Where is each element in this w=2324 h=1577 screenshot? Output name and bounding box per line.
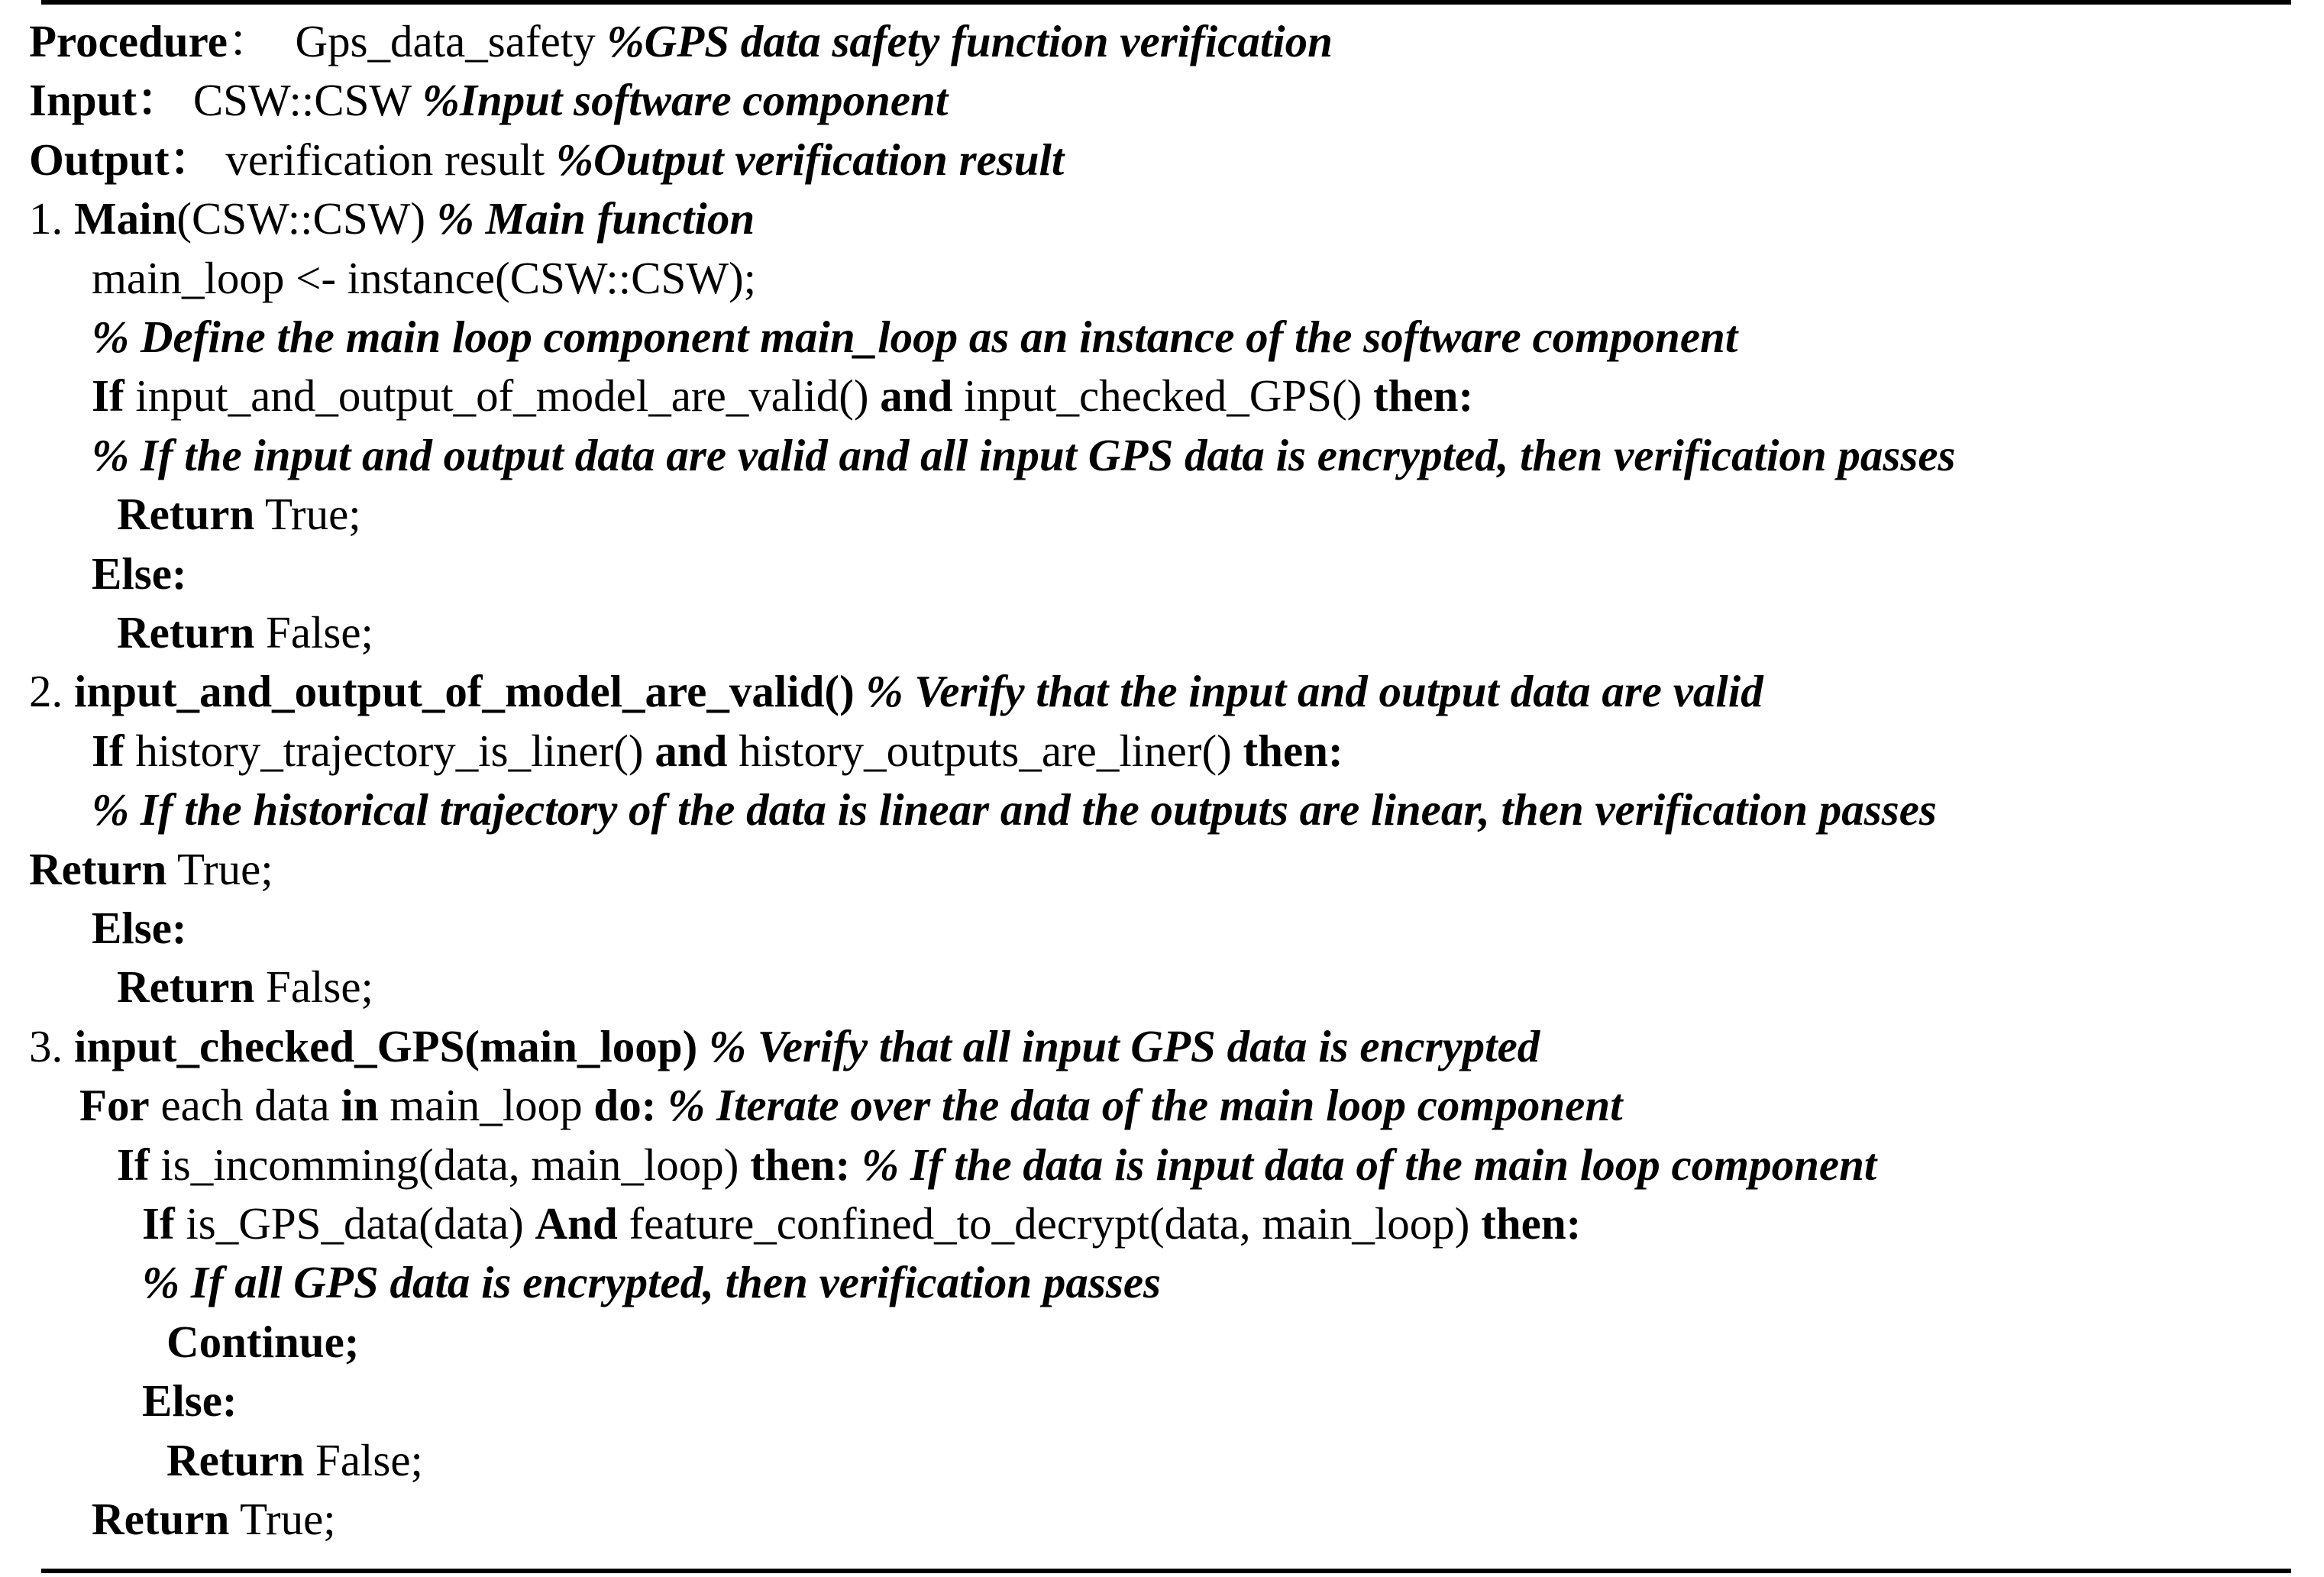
code-text: verification result: [214, 134, 556, 185]
keyword-text: and: [655, 725, 728, 776]
keyword-text: then:: [1481, 1198, 1582, 1249]
algorithm-line: [92, 545, 187, 603]
algorithm-line: [166, 1313, 359, 1372]
code-text: [850, 1139, 861, 1190]
algorithm-line: [29, 71, 948, 130]
comment-text: % Verify that all input GPS data is encrypted: [709, 1021, 1540, 1071]
code-text: main_loop <- instance(CSW::CSW);: [92, 253, 757, 303]
keyword-text: then:: [1243, 725, 1343, 776]
bottom-rule: [41, 1569, 2291, 1573]
code-text: 3.: [29, 1021, 74, 1071]
comment-text: %GPS data safety function verification: [606, 16, 1333, 66]
comment-text: % If all GPS data is encrypted, then verification passes: [142, 1257, 1161, 1307]
code-text: 1.: [29, 193, 74, 244]
keyword-text: in: [341, 1080, 379, 1130]
comment-text: % If the historical trajectory of the data is linear and the outputs are linear, then verification passes: [92, 784, 1937, 835]
keyword-text: If: [92, 370, 124, 421]
keyword-text: input_checked_GPS(main_loop): [74, 1021, 698, 1071]
code-text: input_and_output_of_model_are_valid(): [124, 370, 881, 421]
keyword-text: Else:: [92, 548, 187, 599]
code-text: False;: [254, 961, 373, 1012]
comment-text: % If the input and output data are valid and all input GPS data is encrypted, then verification passes: [92, 430, 1956, 480]
code-text: ： Gps_data_safety: [227, 16, 607, 66]
keyword-text: Return: [117, 607, 255, 658]
code-text: [697, 1021, 709, 1071]
algorithm-line: [92, 899, 187, 958]
algorithm-line: [79, 1076, 1623, 1135]
code-text: history_trajectory_is_liner(): [124, 725, 655, 776]
algorithm-line: [142, 1372, 238, 1430]
keyword-text: do:: [593, 1080, 657, 1130]
algorithm-line: [166, 1431, 423, 1490]
algorithm-line: [29, 1017, 1540, 1076]
comment-text: % Main function: [436, 193, 755, 244]
comment-text: %Input software component: [422, 75, 949, 125]
algorithm-line: [142, 1253, 1161, 1312]
keyword-text: then:: [1372, 370, 1474, 421]
algorithm-line: [92, 367, 1473, 425]
code-text: feature_confined_to_decrypt(data, main_loop): [617, 1198, 1482, 1249]
code-text: (CSW::CSW): [176, 193, 437, 244]
keyword-text: Return: [29, 844, 167, 894]
algorithm-line: [92, 308, 1737, 367]
keyword-text: Return: [166, 1435, 305, 1485]
algorithm-line: [92, 1490, 336, 1549]
algorithm-line: [92, 426, 1956, 485]
code-text: main_loop: [378, 1080, 594, 1130]
algorithm-line: [117, 603, 373, 662]
keyword-text: Output：: [29, 134, 215, 185]
algorithm-line: [117, 485, 361, 544]
code-text: False;: [254, 607, 373, 658]
code-text: CSW::CSW: [182, 75, 422, 125]
comment-text: % Define the main loop component main_loop as an instance of the software component: [92, 312, 1738, 362]
code-text: input_checked_GPS(): [952, 370, 1373, 421]
algorithm-line: [29, 840, 273, 899]
algorithm-line: [92, 780, 1937, 839]
code-text: True;: [229, 1494, 336, 1544]
algorithm-line: [117, 1136, 1876, 1194]
keyword-text: then:: [750, 1139, 851, 1190]
algorithm-line: [29, 662, 1763, 721]
algorithm-line: [117, 958, 373, 1016]
keyword-text: and: [880, 370, 953, 421]
keyword-text: Continue;: [166, 1317, 360, 1367]
keyword-text: If: [117, 1139, 150, 1190]
code-text: True;: [166, 844, 273, 894]
code-text: [656, 1080, 667, 1130]
algorithm-line: [29, 12, 1333, 71]
algorithm-line: [142, 1194, 1581, 1253]
code-text: is_incomming(data, main_loop): [149, 1139, 751, 1190]
code-text: is_GPS_data(data): [174, 1198, 535, 1249]
algorithm-line: [92, 722, 1343, 780]
code-text: history_outputs_are_liner(): [727, 725, 1243, 776]
keyword-text: Input：: [29, 75, 183, 125]
algorithm-line: [29, 189, 755, 248]
keyword-text: Return: [117, 961, 255, 1012]
keyword-text: Procedure: [29, 16, 228, 66]
algorithm-line: [92, 249, 756, 308]
comment-text: % If the data is input data of the main loop component: [861, 1139, 1877, 1190]
code-text: [855, 666, 866, 716]
keyword-text: Else:: [142, 1375, 238, 1426]
top-rule: [41, 0, 2291, 5]
algorithm-line: [29, 131, 1064, 189]
keyword-text: Else:: [92, 903, 187, 953]
keyword-text: input_and_output_of_model_are_valid(): [74, 666, 855, 716]
keyword-text: Main: [74, 193, 177, 244]
comment-text: % Iterate over the data of the main loop component: [667, 1080, 1623, 1130]
code-text: True;: [254, 489, 361, 539]
keyword-text: And: [535, 1198, 618, 1249]
comment-text: % Verify that the input and output data are valid: [865, 666, 1763, 716]
code-text: each data: [149, 1080, 341, 1130]
keyword-text: Return: [117, 489, 255, 539]
keyword-text: If: [92, 725, 124, 776]
keyword-text: If: [142, 1198, 175, 1249]
keyword-text: For: [79, 1080, 150, 1130]
comment-text: %Output verification result: [555, 134, 1065, 185]
keyword-text: Return: [92, 1494, 230, 1544]
code-text: 2.: [29, 666, 74, 716]
code-text: False;: [304, 1435, 423, 1485]
